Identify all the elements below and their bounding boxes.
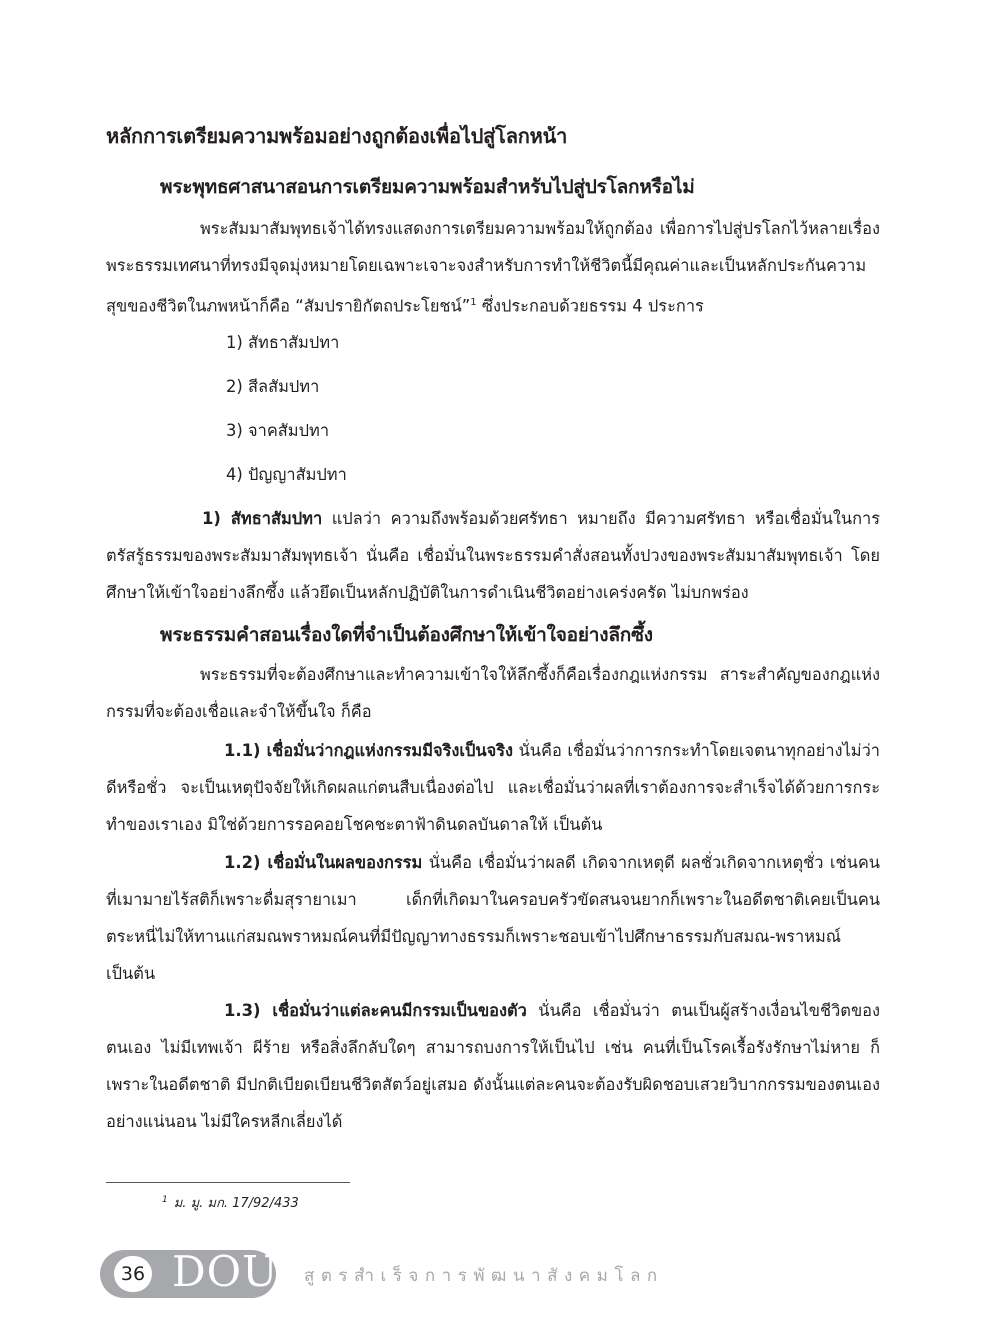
- karma-intro-paragraph: พระธรรมที่จะต้องศึกษาและทำความเข้าใจให้ลึกซึ้งก็คือเรื่องกฎแห่งกรรม สาระสำคัญของกฎแห่งกรรมที่จะต้องเชื่อและจำให้ขึ้นใจ ก็คือ: [106, 665, 880, 721]
- belief-1-3-term: 1.3) เชื่อมั่นว่าแต่ละคนมีกรรมเป็นของตัว: [224, 1001, 527, 1020]
- footnote-text: ม. มู. มก. 17/92/433: [173, 1196, 299, 1211]
- list-item: 4) ปัญญาสัมปทา: [226, 465, 347, 484]
- belief-1-1-text: นั่นคือ เชื่อมั่นว่าการกระทำโดยเจตนาทุกอย่างไม่ว่าดีหรือชั่ว จะเป็นเหตุปัจจัยให้เกิดผลแก่ตนสืบเนื่องต่อไป และเชื่อมั่นว่าผลที่เราต้องการจะสำเร็จได้ด้วยการกระทำของเราเอง มิใช่ด้วยการรอคอยโชคชะตาฟ้าดินดลบันดาลให้ เป็นต้น: [106, 741, 880, 834]
- dou-logo: DOU: [172, 1247, 279, 1296]
- intro-text-end: ซึ่งประกอบด้วยธรรม 4 ประการ: [476, 296, 704, 316]
- footnote-mark: 1: [162, 1194, 168, 1205]
- belief-1-1-term: 1.1) เชื่อมั่นว่ากฎแห่งกรรมมีจริงเป็นจริง: [224, 741, 514, 760]
- belief-1-1-paragraph: [106, 732, 880, 843]
- page-number: 36: [114, 1256, 152, 1292]
- belief-1-3-paragraph: [106, 992, 880, 1140]
- subheading-preparation: พระพุทธศาสนาสอนการเตรียมความพร้อมสำหรับไปสู่ปรโลกหรือไม่: [160, 176, 695, 198]
- footnote-divider: [106, 1182, 350, 1183]
- course-title: สูตรสำเร็จการพัฒนาสังคมโลก: [304, 1266, 664, 1286]
- intro-paragraph: [106, 210, 880, 324]
- belief-1-2-paragraph: [106, 844, 880, 992]
- list-item: 1) สัทธาสัมปทา: [226, 333, 340, 352]
- saddha-term: 1) สัทธาสัมปทา: [202, 509, 323, 528]
- belief-1-2-term: 1.2) เชื่อมั่นในผลของกรรม: [224, 853, 423, 872]
- list-item: 3) จาคสัมปทา: [226, 421, 330, 440]
- belief-1-2-text: นั่นคือ เชื่อมั่นว่าผลดี เกิดจากเหตุดี ผลชั่วเกิดจากเหตุชั่ว เช่นคนที่เมามายไร้สติก็เพราะดื่มสุรายาเมา เด็กที่เกิดมาในครอบครัวขัดสนจนยากก็เพราะในอดีตชาติเคยเป็นคนตระหนี่ไม่ให้ทานแก่สมณพราหมณ์คนที่มีปัญญาทางธรรมก็เพราะชอบเข้าไปศึกษาธรรมกับสมณ-พราหมณ์ เป็นต้น: [106, 853, 880, 983]
- saddha-text: แปลว่า ความถึงพร้อมด้วยศรัทธา หมายถึง มีความศรัทธา หรือเชื่อมั่นในการตรัสรู้ธรรมของพระสัมมาสัมพุทธเจ้า นั่นคือ เชื่อมั่นในพระธรรมคำสั่งสอนทั้งปวงของพระสัมมาสัมพุทธเจ้า โดยศึกษาให้เข้าใจอย่างลึกซึ้ง แล้วยึดเป็นหลักปฏิบัติในการดำเนินชีวิตอย่างเคร่งครัด ไม่บกพร่อง: [106, 509, 881, 602]
- section-title: หลักการเตรียมความพร้อมอย่างถูกต้องเพื่อไปสู่โลกหน้า: [106, 124, 568, 148]
- intro-text: พระสัมมาสัมพุทธเจ้าได้ทรงแสดงการเตรียมความพร้อมให้ถูกต้อง เพื่อการไปสู่ปรโลกไว้หลายเรื่อง พระธรรมเทศนาที่ทรงมีจุดมุ่งหมายโดยเฉพาะเจาะจงสำหรับการทำให้ชีวิตนี้มีคุณค่าและเป็นหลักประกันความสุขของชีวิตในภพหน้าก็คือ “สัมปรายิกัตถประโยชน์”: [106, 219, 880, 316]
- subheading-karma: พระธรรมคำสอนเรื่องใดที่จำเป็นต้องศึกษาให้เข้าใจอย่างลึกซึ้ง: [160, 624, 653, 646]
- belief-1-3-text: นั่นคือ เชื่อมั่นว่า ตนเป็นผู้สร้างเงื่อนไขชีวิตของตนเอง ไม่มีเทพเจ้า ผีร้าย หรือสิ่งลึกลับใดๆ สามารถบงการให้เป็นไป เช่น คนที่เป็นโรคเรื้อรังรักษาไม่หาย ก็เพราะในอดีตชาติ มีปกติเบียดเบียนชีวิตสัตว์อยู่เสมอ ดังนั้นแต่ละคนจะต้องรับผิดชอบเสวยวิบากกรรมของตนเองอย่างแน่นอน ไม่มีใครหลีกเลี่ยงได้: [106, 1001, 881, 1131]
- list-item: 2) สีลสัมปทา: [226, 377, 320, 396]
- saddha-paragraph: [106, 500, 880, 611]
- footnote: [162, 1192, 299, 1213]
- footnote-reference: 1: [470, 297, 477, 308]
